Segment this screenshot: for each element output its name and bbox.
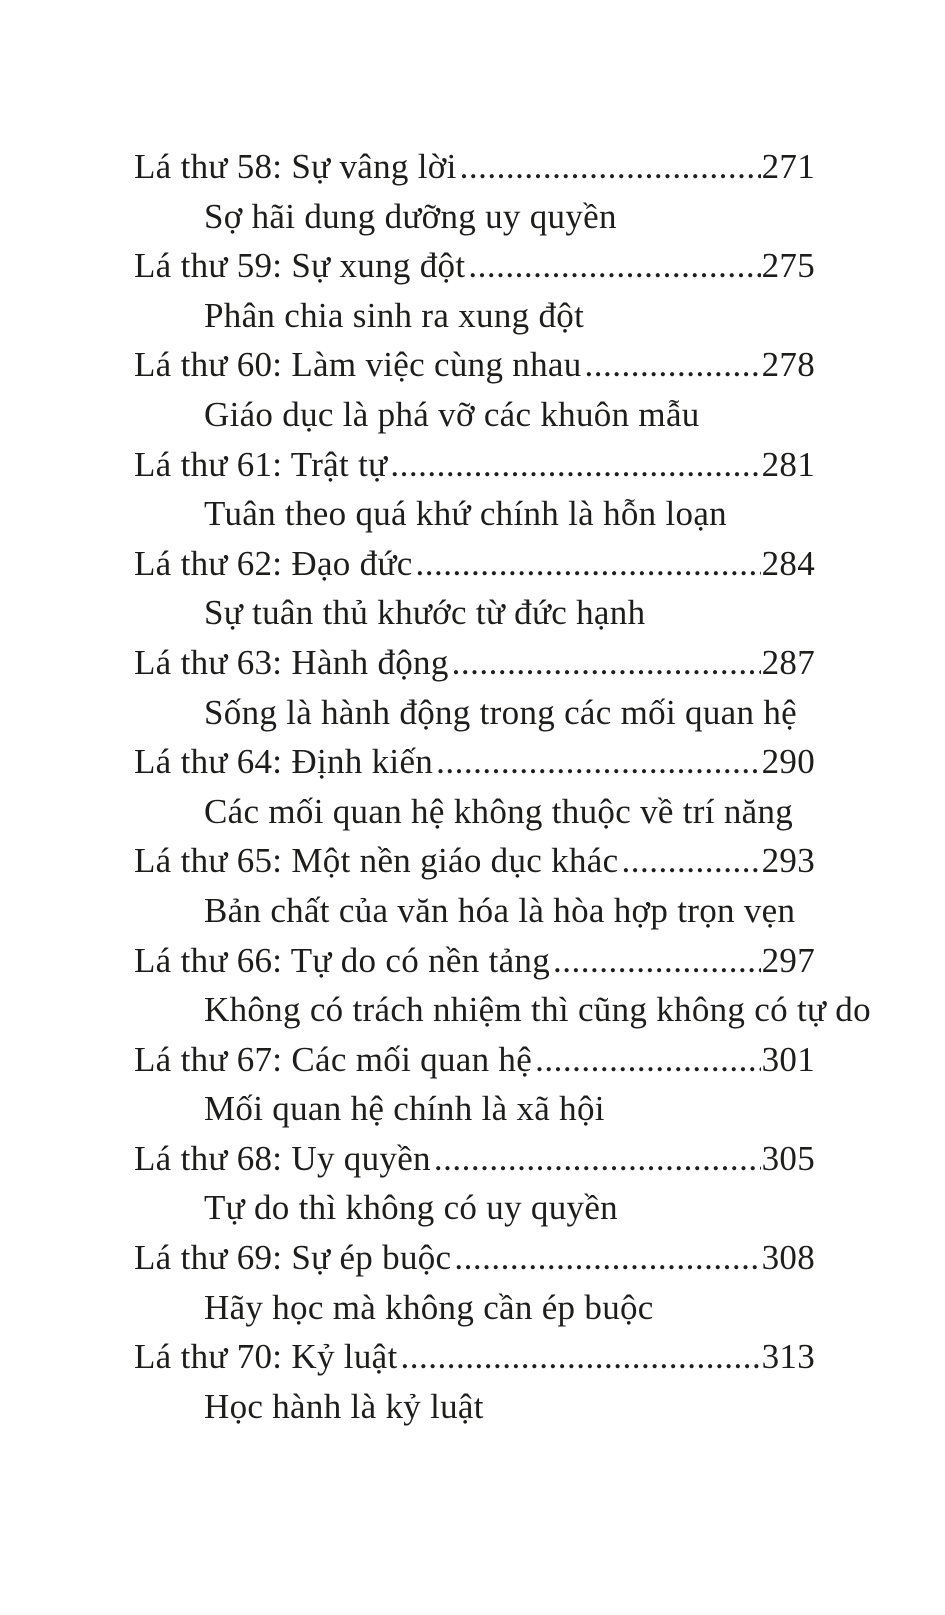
toc-entry xyxy=(134,440,815,539)
toc-entry-title: Lá thư 62: Đạo đức xyxy=(134,543,413,583)
toc-entry-subtitle: Không có trách nhiệm thì cũng không có tự do xyxy=(204,990,871,1030)
toc-entry xyxy=(134,142,815,241)
toc-entry-title-row xyxy=(134,936,815,986)
dot-leader xyxy=(390,440,760,490)
toc-entry-page-number: 313 xyxy=(761,1337,815,1377)
toc-entry-title: Lá thư 66: Tự do có nền tảng xyxy=(134,940,551,980)
toc-entry xyxy=(134,1332,815,1431)
toc-entry-subtitle: Giáo dục là phá vỡ các khuôn mẫu xyxy=(204,394,700,434)
toc-entry-title: Lá thư 68: Uy quyền xyxy=(134,1138,431,1178)
toc-entry-page-number: 284 xyxy=(761,543,815,583)
toc-entry xyxy=(134,936,871,1035)
toc-entry xyxy=(134,1233,815,1332)
toc-entry-subtitle: Sống là hành động trong các mối quan hệ xyxy=(204,692,797,732)
toc-entry-title: Lá thư 60: Làm việc cùng nhau xyxy=(134,345,582,385)
toc-entry-page-number: 301 xyxy=(761,1039,815,1079)
toc-entry-title-row xyxy=(134,638,815,688)
toc-entry-subtitle: Sợ hãi dung dưỡng uy quyền xyxy=(204,196,617,236)
toc-entry xyxy=(134,1134,815,1233)
toc-entry-title-row xyxy=(134,142,815,192)
toc-entry-page-number: 287 xyxy=(761,642,815,682)
toc-entry-subtitle: Các mối quan hệ không thuộc về trí năng xyxy=(204,791,794,831)
toc-entry-title: Lá thư 64: Định kiến xyxy=(134,742,434,782)
toc-entry-subtitle: Bản chất của văn hóa là hòa hợp trọn vẹn xyxy=(204,890,796,930)
toc-entry-title: Lá thư 69: Sự ép buộc xyxy=(134,1238,452,1278)
toc-entry-subtitle: Tự do thì không có uy quyền xyxy=(204,1188,618,1228)
dot-leader xyxy=(535,1035,761,1085)
toc-entry-subtitle: Hãy học mà không cần ép buộc xyxy=(204,1287,654,1327)
toc-entry-page-number: 281 xyxy=(761,444,815,484)
toc-entry-title-row xyxy=(134,1134,815,1184)
toc-entry xyxy=(134,340,815,439)
toc-entry-page-number: 308 xyxy=(761,1238,815,1278)
toc-entry xyxy=(134,836,815,935)
toc-entry-page-number: 271 xyxy=(761,147,815,186)
toc-entry-title-row xyxy=(134,737,815,787)
toc-entry-page-number: 278 xyxy=(761,345,815,385)
toc-list xyxy=(134,142,871,1431)
toc-entry-title-row xyxy=(134,539,815,589)
toc-entry-subtitle: Mối quan hệ chính là xã hội xyxy=(204,1089,605,1129)
toc-entry-subtitle: Học hành là kỷ luật xyxy=(204,1386,484,1426)
toc-entry-title: Lá thư 58: Sự vâng lời xyxy=(134,147,457,186)
dot-leader xyxy=(434,1134,761,1184)
dot-leader xyxy=(401,1332,761,1382)
toc-entry xyxy=(134,638,815,737)
dot-leader xyxy=(468,241,760,291)
dot-leader xyxy=(416,539,761,589)
dot-leader xyxy=(454,1233,760,1283)
toc-entry-title-row xyxy=(134,241,815,291)
dot-leader xyxy=(436,737,761,787)
toc-entry-title-row xyxy=(134,836,815,886)
toc-entry-page-number: 290 xyxy=(761,742,815,782)
dot-leader xyxy=(621,836,760,886)
toc-entry-title: Lá thư 67: Các mối quan hệ xyxy=(134,1039,533,1079)
toc-entry-title-row xyxy=(134,1233,815,1283)
dot-leader xyxy=(585,340,761,390)
dot-leader xyxy=(553,936,761,986)
toc-entry xyxy=(134,737,815,836)
toc-entry-title-row xyxy=(134,340,815,390)
toc-entry-title-row xyxy=(134,1332,815,1382)
toc-entry-title: Lá thư 70: Kỷ luật xyxy=(134,1337,398,1377)
toc-entry-page-number: 305 xyxy=(761,1138,815,1178)
toc-entry xyxy=(134,241,815,340)
toc-entry-page-number: 297 xyxy=(761,940,815,980)
toc-entry-title-row xyxy=(134,1035,815,1085)
toc-entry-page-number: 293 xyxy=(761,841,815,881)
toc-entry-page-number: 275 xyxy=(761,246,815,286)
toc-entry-title: Lá thư 63: Hành động xyxy=(134,642,449,682)
toc-entry-title: Lá thư 61: Trật tự xyxy=(134,444,388,484)
toc-entry-title: Lá thư 59: Sự xung đột xyxy=(134,246,466,286)
toc-entry xyxy=(134,539,815,638)
toc-entry-title-row xyxy=(134,440,815,490)
toc-entry-subtitle: Phân chia sinh ra xung đột xyxy=(204,295,585,335)
dot-leader xyxy=(460,142,761,192)
dot-leader xyxy=(452,638,761,688)
toc-entry-title: Lá thư 65: Một nền giáo dục khác xyxy=(134,841,619,881)
toc-entry-subtitle: Sự tuân thủ khước từ đức hạnh xyxy=(204,593,646,633)
toc-entry-subtitle: Tuân theo quá khứ chính là hỗn loạn xyxy=(204,494,727,534)
toc-entry xyxy=(134,1035,815,1134)
